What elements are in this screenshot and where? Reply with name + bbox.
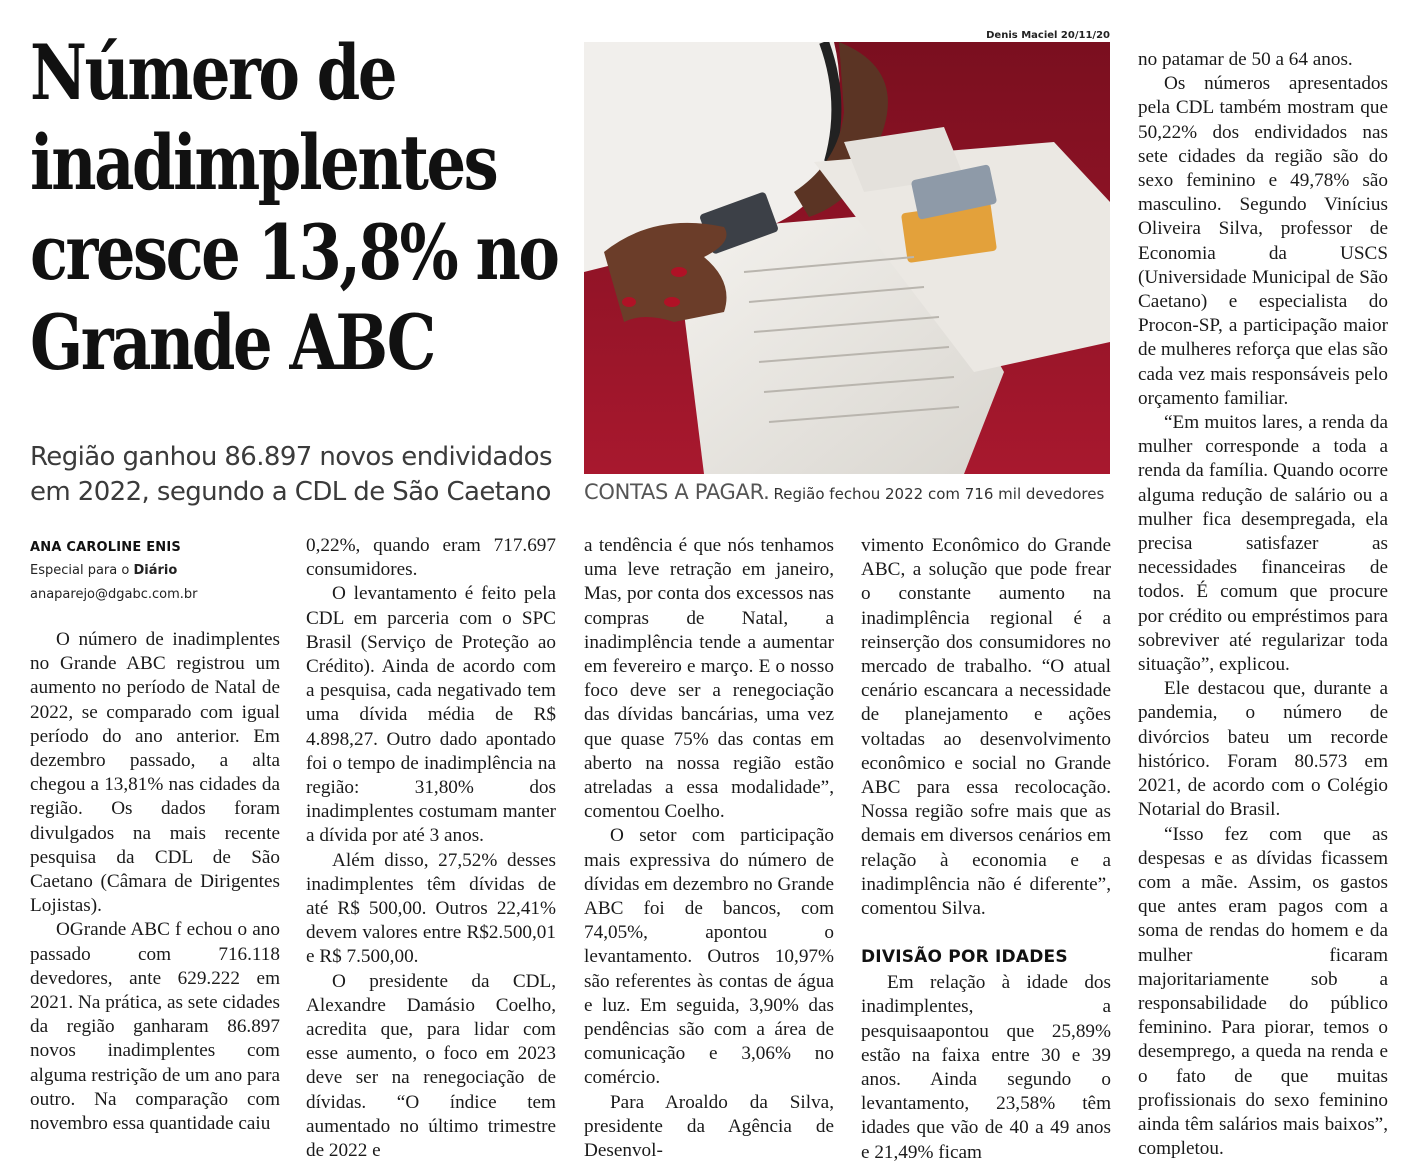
article-column-2 [306, 534, 556, 1163]
paragraph: Os números apresentados pela CDL também mostram que 50,22% dos endividados nas sete cidades da região são do sexo feminino e 49,78% são masculino. Segundo Vinícius Oliveira Silva, professor de Economia da USCS (Universidade Municipal de São Caetano) e especialista do Procon-SP, a participação maior de mulheres reforça que elas são cada vez mais responsáveis pelo orçamento familiar. [1138, 73, 1388, 409]
paragraph: Para Aroaldo da Silva, presidente da Agência de Desenvol- [584, 1091, 834, 1162]
subtitle: Região ganhou 86.897 novos endividados em 2022, segundo a CDL de São Caetano [30, 442, 552, 507]
byline-author: ANA CAROLINE ENIS [30, 540, 181, 555]
paragraph: Em relação à idade dos inadimplentes, a pesquisaapontou que 25,89% estão na faixa entre 30 e 39 anos. Ainda segundo o levantamento, 23,58% têm idades que vão de 40 a 49 anos e 21,49% ficam [861, 972, 1111, 1163]
paragraph: Além disso, 27,52% desses inadimplentes têm dívidas de até R$ 500,00. Outros 22,41% devem valores entre R$2.500,01 e R$ 7.500,00. [306, 849, 556, 968]
headline-line: Número de [30, 28, 396, 117]
article-photo [584, 42, 1110, 474]
paragraph: O setor com participação mais expressiva do número de dívidas em dezembro no Grande ABC foi de bancos, com 74,05%, apontou o levantamento. Outros 10,97% são referentes às contas de água e luz. Em seguida, 3,90% das pendências são com a área de comunicação e 3,06% no comércio. [584, 825, 834, 1089]
photo-credit: Denis Maciel 20/11/20 [986, 30, 1110, 41]
headline-line: inadimplentes [30, 118, 497, 207]
photo-illustration [584, 42, 1110, 474]
paragraph: OGrande ABC f echou o ano passado com 716.118 devedores, ante 629.222 em 2021. Na prática, as sete cidades da região ganharam 86.897 novos inadimplentes com alguma restrição de um ano para outro. Na comparação com novembro essa quantidade caiu [30, 919, 280, 1135]
byline [30, 537, 290, 607]
headline [30, 28, 558, 388]
paragraph: no patamar de 50 a 64 anos. [1138, 49, 1353, 70]
paragraph: a tendência é que nós tenhamos uma leve retração em janeiro, Mas, por conta dos excessos nas compras de Natal, a inadimplência tende a aumentar em fevereiro e março. E o nosso foco deve ser a renegociação das dívidas bancárias, uma vez que quase 75% das contas em aberto na nossa região estão atreladas a essa modalidade”, comentou Coelho. [584, 535, 834, 823]
paragraph: 0,22%, quando eram 717.697 consumidores. [306, 535, 556, 581]
paragraph: O levantamento é feito pela CDL em parceria com o SPC Brasil (Serviço de Proteção ao Crédito). Ainda de acordo com a pesquisa, cada negativado tem uma dívida média de R$ 4.898,27. Outro dado apontado foi o tempo de inadimplência na região: 31,80% dos inadimplentes costumam manter a dívida por até 3 anos. [306, 583, 556, 847]
paragraph: O presidente da CDL, Alexandre Damásio Coelho, acredita que, para lidar com esse aumento, o foco em 2023 deve ser na renegociação de dívidas. “O índice tem aumentado no último trimestre de 2022 e [306, 970, 556, 1162]
article-column-4 [861, 534, 1111, 1165]
article-column-3 [584, 534, 834, 1163]
section-heading: DIVISÃO POR IDADES [861, 947, 1068, 968]
caption-text: Região fechou 2022 com 716 mil devedores [773, 485, 1105, 503]
byline-outlet: Diário [133, 563, 178, 578]
headline-line: cresce 13,8% no [30, 208, 558, 297]
headline-line: Grande ABC [30, 298, 434, 387]
article-column-1 [30, 628, 280, 1136]
byline-role-prefix: Especial para o [30, 563, 130, 578]
paragraph: “Em muitos lares, a renda da mulher corresponde a toda a renda da família. Quando ocorre alguma redução de salário ou a mulher fica desempregada, ela precisa satisfazer as necessidades financeiras de todos. É comum que procure por crédito ou empréstimos para sobreviver até regularizar toda situação”, explicou. [1138, 412, 1388, 676]
byline-email[interactable]: anaparejo@dgabc.com.br [30, 587, 198, 602]
caption-label: CONTAS A PAGAR. [584, 480, 770, 504]
article-column-5 [1138, 48, 1388, 1161]
paragraph: O número de inadimplentes no Grande ABC registrou um aumento no período de Natal de 2022, se comparado com igual período do ano anterior. Em dezembro passado, a alta chegou a 13,81% nas cidades da região. Os dados foram divulgados na mais recente pesquisa da CDL de São Caetano (Câmara de Dirigentes Lojistas). [30, 629, 280, 917]
paragraph: vimento Econômico do Grande ABC, a solução que pode frear o constante aumento na inadimplência regional é a reinserção dos consumidores no mercado de trabalho. “O atual cenário escancara a necessidade de planejamento e ações voltadas ao desenvolvimento econômico e social no Grande ABC para essa recolocação. Nossa região sofre mais que as demais em diversos cenários em relação à economia e a inadimplência não é diferente”, comentou Silva. [861, 535, 1111, 920]
byline-role [30, 559, 290, 583]
photo-caption [584, 480, 1114, 504]
paragraph: “Isso fez com que as despesas e as dívidas ficassem com a mãe. Assim, os gastos que antes eram pagos com a soma de rendas do homem e da mulher ficaram majoritariamente sob a responsabilidade do público feminino. Para piorar, temos o desemprego, a queda na renda e o fato de que muitas profissionais do sexo feminino ainda têm salários mais baixos”, completou. [1138, 823, 1388, 1160]
paragraph: Ele destacou que, durante a pandemia, o número de divórcios bateu um recorde histórico. Foram 80.573 em 2021, de acordo com o Colégio Notarial do Brasil. [1138, 678, 1388, 821]
